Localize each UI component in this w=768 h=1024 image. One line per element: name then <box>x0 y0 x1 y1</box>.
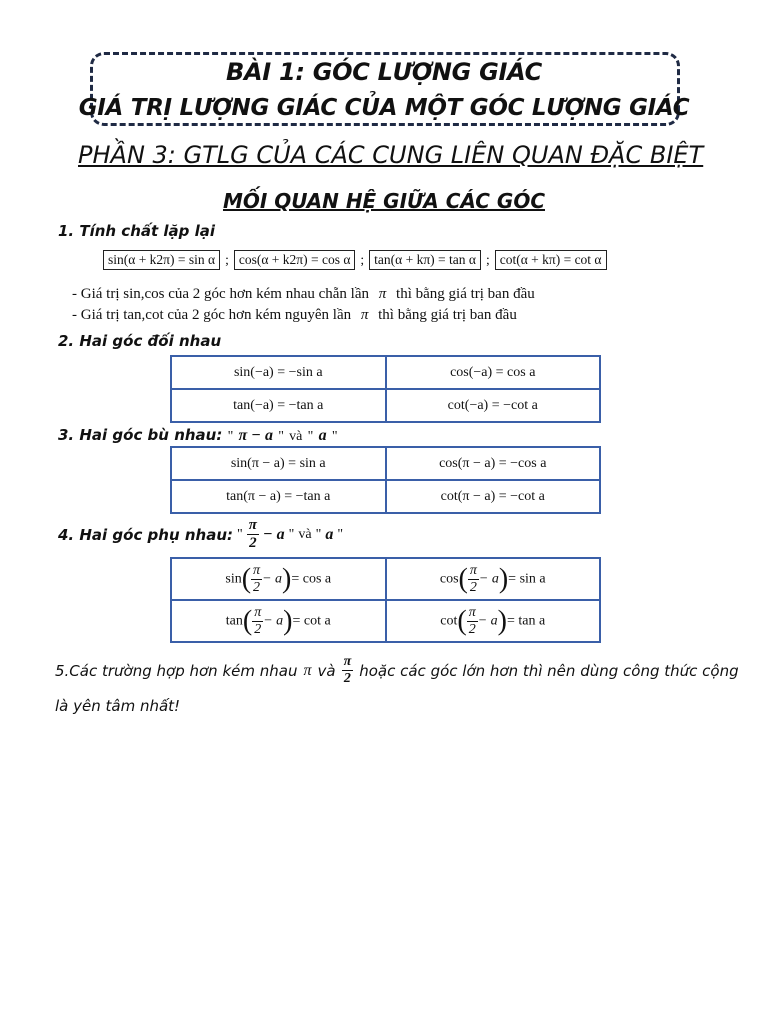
conjunction: và <box>317 661 336 680</box>
formula-cell: cos( $\frac{\pi}{2}$ − a)= sin a <box>386 558 601 600</box>
fraction-denominator: 2 <box>253 579 261 595</box>
angle-expression: − a <box>262 525 285 543</box>
lesson-title: BÀI 1: GÓC LƯỢNG GIÁC <box>226 58 542 86</box>
fraction-denominator: 2 <box>343 671 351 686</box>
quote: " <box>227 429 234 444</box>
note-sin-cos <box>72 286 535 303</box>
heading-text: 3. Hai góc bù nhau: <box>58 426 223 444</box>
formula-rhs: = tan a <box>507 613 546 629</box>
separator: ; <box>225 252 229 267</box>
table-complementary-angles <box>170 557 601 643</box>
function-name: cot <box>440 613 458 629</box>
fraction-numerator: π <box>469 562 477 578</box>
fraction-denominator: 2 <box>249 535 257 551</box>
formula-tan-periodic: tan(α + kπ) = tan α <box>369 250 481 270</box>
pi-symbol: π <box>378 286 387 302</box>
heading-complementary-angles <box>58 518 343 551</box>
table-row <box>171 447 600 480</box>
fraction-numerator: π <box>253 562 261 578</box>
formula-cell: cos(−a) = cos a <box>386 356 601 389</box>
note-text: - Giá trị sin,cos của 2 góc hơn kém nhau chẵn lần <box>72 286 370 302</box>
quote: " <box>237 526 243 542</box>
fraction-numerator: π <box>343 654 352 669</box>
quote: " <box>278 429 284 444</box>
formula-cot-periodic: cot(α + kπ) = cot α <box>495 250 607 270</box>
remark-text: 5.Các trường hợp hơn kém nhau <box>55 661 298 680</box>
minus-a: − a <box>263 613 284 629</box>
formula-cell: cot(−a) = −cot a <box>386 389 601 422</box>
table-row <box>171 389 600 422</box>
quote: " <box>288 526 295 542</box>
formula-cell: sin(π − a) = sin a <box>171 447 386 480</box>
formula-cos-periodic: cos(α + k2π) = cos α <box>234 250 356 270</box>
separator: ; <box>485 252 490 267</box>
heading-supplementary-angles <box>58 426 338 445</box>
fraction-denominator: 2 <box>254 621 262 637</box>
table-opposite-angles <box>170 355 601 423</box>
minus-a: − a <box>262 571 283 587</box>
conjunction: và <box>289 429 303 444</box>
formula-cell: tan(π − a) = −tan a <box>171 480 386 513</box>
fraction-numerator: π <box>254 604 262 620</box>
heading-periodicity: 1. Tính chất lặp lại <box>58 222 216 240</box>
heading-text: 4. Hai góc phụ nhau: <box>58 525 234 544</box>
formula-cell: cot( $\frac{\pi}{2}$ − a)= tan a <box>386 600 601 642</box>
periodic-formulas <box>103 248 607 272</box>
closing-remark <box>55 655 765 686</box>
fraction-numerator: π <box>248 517 257 533</box>
angle-expression: π − a <box>238 427 273 444</box>
heading-opposite-angles: 2. Hai góc đối nhau <box>58 332 222 350</box>
pi-symbol: π <box>360 307 369 323</box>
table-row <box>171 356 600 389</box>
minus-a: − a <box>478 571 499 587</box>
part-title: PHẦN 3: GTLG CỦA CÁC CUNG LIÊN QUAN ĐẶC BIỆT <box>78 141 704 169</box>
quote: " <box>337 526 344 542</box>
note-text: thì bằng giá trị ban đầu <box>378 307 517 323</box>
separator: ; <box>360 252 365 267</box>
quote: " <box>315 526 322 542</box>
fraction-pi-over-2 <box>247 518 259 551</box>
closing-remark-end: là yên tâm nhất! <box>55 697 181 715</box>
section-title: MỐI QUAN HỆ GIỮA CÁC GÓC <box>222 189 545 213</box>
formula-cell: sin( $\frac{\pi}{2}$ − a)= cos a <box>171 558 386 600</box>
formula-rhs: = cos a <box>291 571 332 587</box>
conjunction: và <box>298 526 312 542</box>
formula-cell: tan(−a) = −tan a <box>171 389 386 422</box>
function-name: sin <box>225 571 242 587</box>
formula-rhs: = sin a <box>508 571 546 587</box>
function-name: tan <box>225 613 243 629</box>
note-text: thì bằng giá trị ban đầu <box>396 286 535 302</box>
formula-cell: cot(π − a) = −cot a <box>386 480 601 513</box>
quote: " <box>331 429 338 444</box>
note-tan-cot <box>72 307 517 324</box>
formula-cell: cos(π − a) = −cos a <box>386 447 601 480</box>
formula-sin-periodic: sin(α + k2π) = sin α <box>103 250 220 270</box>
fraction-denominator: 2 <box>469 579 477 595</box>
quote: " <box>307 429 314 444</box>
table-row <box>171 480 600 513</box>
note-text: - Giá trị tan,cot của 2 góc hơn kém nguyên lần <box>72 307 352 323</box>
angle-expression: a <box>318 427 327 444</box>
lesson-subtitle: GIÁ TRỊ LƯỢNG GIÁC CỦA MỘT GÓC LƯỢNG GIÁC <box>78 95 690 121</box>
pi-symbol: π <box>303 661 312 679</box>
table-row <box>171 558 600 600</box>
minus-a: − a <box>477 613 498 629</box>
fraction-denominator: 2 <box>468 621 476 637</box>
angle-expression: a <box>325 525 334 543</box>
formula-cell: tan( $\frac{\pi}{2}$ − a)= cot a <box>171 600 386 642</box>
function-name: cos <box>439 571 459 587</box>
formula-cell: sin(−a) = −sin a <box>171 356 386 389</box>
formula-rhs: = cot a <box>292 613 331 629</box>
table-supplementary-angles <box>170 446 601 514</box>
table-row <box>171 600 600 642</box>
fraction-numerator: π <box>468 604 476 620</box>
remark-text: hoặc các góc lớn hơn thì nên dùng công thức cộng <box>359 661 739 680</box>
fraction-pi-over-2 <box>342 655 354 686</box>
